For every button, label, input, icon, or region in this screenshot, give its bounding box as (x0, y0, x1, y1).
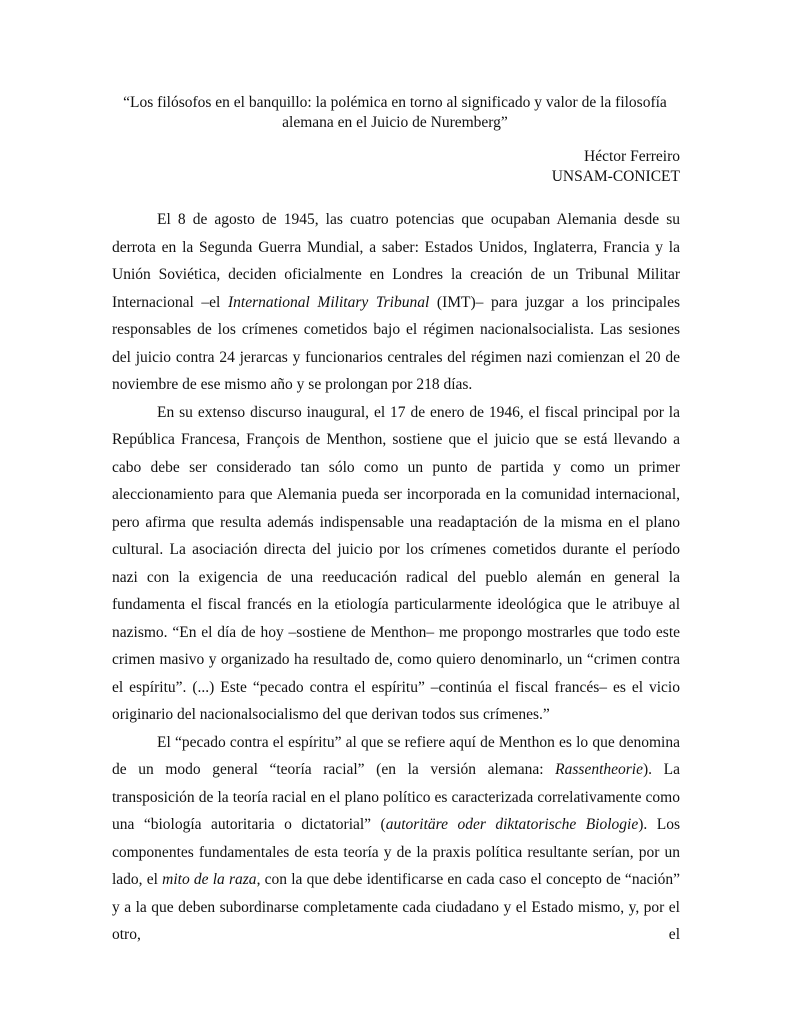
paragraph-3-italic-b: Rassentheorie (555, 761, 643, 778)
paragraph-3 (112, 729, 680, 949)
paragraph-3-italic-f: mito de la raza (162, 871, 257, 888)
paragraph-1-text-a: El 8 de agosto de 1945, las cuatro potencias que ocupaban Alemania desde su derrota en la Segunda Guerra Mundial, a saber: Estados Unidos, Inglaterra, Francia y la Unión Soviética, deciden oficialmente en Londres la creación de un Tribunal Militar Internacional ‒el (112, 211, 680, 311)
paragraph-3-italic-d: autoritäre oder diktatorische Biologie (385, 816, 639, 833)
title-line-1: “Los filósofos en el banquillo: la polémica en torno al significado y valor de la filosofía (123, 94, 667, 111)
paragraph-2: En su extenso discurso inaugural, el 17 de enero de 1946, el fiscal principal por la República Francesa, François de Menthon, sostiene que el juicio que se está llevando a cabo debe ser considerado tan sólo como un punto de partida y como un primer aleccionamiento para que Alemania pueda ser incorporada en la comunidad internacional, pero afirma que resulta además indispensable una readaptación de la misma en el plano cultural. La asociación directa del juicio por los crímenes cometidos durante el período nazi con la exigencia de una reeducación radical del pueblo alemán en general la fundamenta el fiscal francés en la etiología particularmente ideológica que le atribuye al nazismo. “En el día de hoy ‒sostiene de Menthon‒ me propongo mostrarles que todo este crimen masivo y organizado ha resultado de, como quiero denominarlo, un “crimen contra el espíritu”. (...) Este “pecado contra el espíritu” ‒continúa el fiscal francés‒ es el vicio originario del nacionalsocialismo del que derivan todos sus crímenes.” (112, 403, 680, 723)
paragraph-1-text-c: (IMT)‒ para juzgar a los principales responsables de los crímenes cometidos bajo el régimen nacionalsocialista. Las sesiones del juicio contra 24 jerarcas y funcionarios centrales del régimen nazi comienzan el 20 de noviembre de ese mismo año y se prolongan por 218 días. (112, 293, 680, 393)
document-body (112, 206, 680, 949)
paragraph-3-text-g: , con la que debe identificarse en cada caso el concepto de “nación” y a la que deben subordinarse completamente cada ciudadano y el Estado mismo, y, por el otro, el (112, 871, 681, 943)
author-name: Héctor Ferreiro (584, 148, 680, 165)
paragraph-1 (112, 206, 680, 399)
title-line-2: alemana en el Juicio de Nuremberg” (282, 114, 508, 131)
paragraph-3-text-c: ). La transposición de la teoría racial en el plano político es caracterizada correlativamente como una “biología autoritaria o dictatorial” ( (112, 761, 680, 833)
paragraph-1-italic-b: International Military Tribunal (227, 293, 430, 311)
document-title (100, 93, 690, 133)
paragraph-3-text-a: El “pecado contra el espíritu” al que se refiere aquí de Menthon es lo que denomina de un modo general “teoría racial” (en la versión alemana: (112, 733, 680, 778)
paragraph-3-text-e: ). Los componentes fundamentales de esta teoría y de la praxis política resultante serían, por un lado, el (112, 816, 680, 888)
author-block (552, 147, 680, 187)
author-affiliation: UNSAM-CONICET (551, 168, 680, 185)
